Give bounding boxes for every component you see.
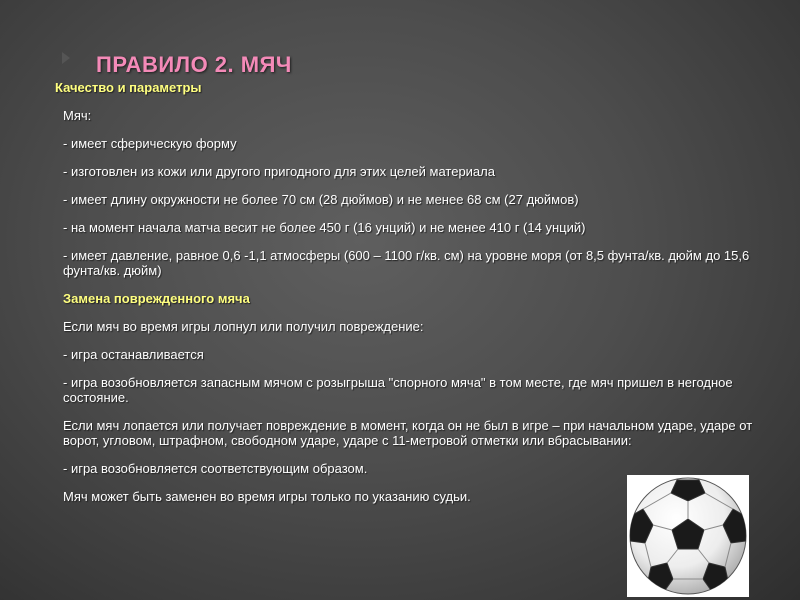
final-note: Мяч может быть заменен во время игры только по указанию судьи. xyxy=(63,489,471,504)
param-item: - на момент начала матча весит не более 450 г (16 унций) и не менее 410 г (14 унций) xyxy=(63,220,586,235)
param-item: - изготовлен из кожи или другого пригодного для этих целей материала xyxy=(63,164,495,179)
outofplay-item: - игра возобновляется соответствующим образом. xyxy=(63,461,368,476)
soccer-ball-icon xyxy=(627,475,749,597)
slide-body xyxy=(55,80,775,504)
title-marker-icon xyxy=(62,52,70,64)
soccer-ball-image xyxy=(627,475,749,597)
quality-heading: Качество и параметры xyxy=(55,80,202,95)
ball-intro: Мяч: xyxy=(63,108,92,123)
param-item: - имеет длину окружности не более 70 см (28 дюймов) и не менее 68 см (27 дюймов) xyxy=(63,192,579,207)
param-item: - имеет давление, равное 0,6 -1,1 атмосферы (600 – 1100 г/кв. см) на уровне моря (от 8,5 фунта/кв. дюйм до 15,6 фунта/кв. дюйм) xyxy=(63,248,750,278)
replace-heading: Замена поврежденного мяча xyxy=(63,291,250,306)
replace-item: - игра возобновляется запасным мячом с розыгрыша "спорного мяча" в том месте, где мяч пришел в негодное состояние. xyxy=(63,375,733,405)
slide-title: ПРАВИЛО 2. МЯЧ xyxy=(96,52,292,77)
param-item: - имеет сферическую форму xyxy=(63,136,237,151)
replace-intro: Если мяч во время игры лопнул или получил повреждение: xyxy=(63,319,424,334)
outofplay-text: Если мяч лопается или получает повреждение в момент, когда он не был в игре – при начальном ударе, ударе от ворот, угловом, штрафном, свободном ударе, ударе с 11-метровой отметки или вбрасывании: xyxy=(63,418,753,448)
replace-item: - игра останавливается xyxy=(63,347,204,362)
